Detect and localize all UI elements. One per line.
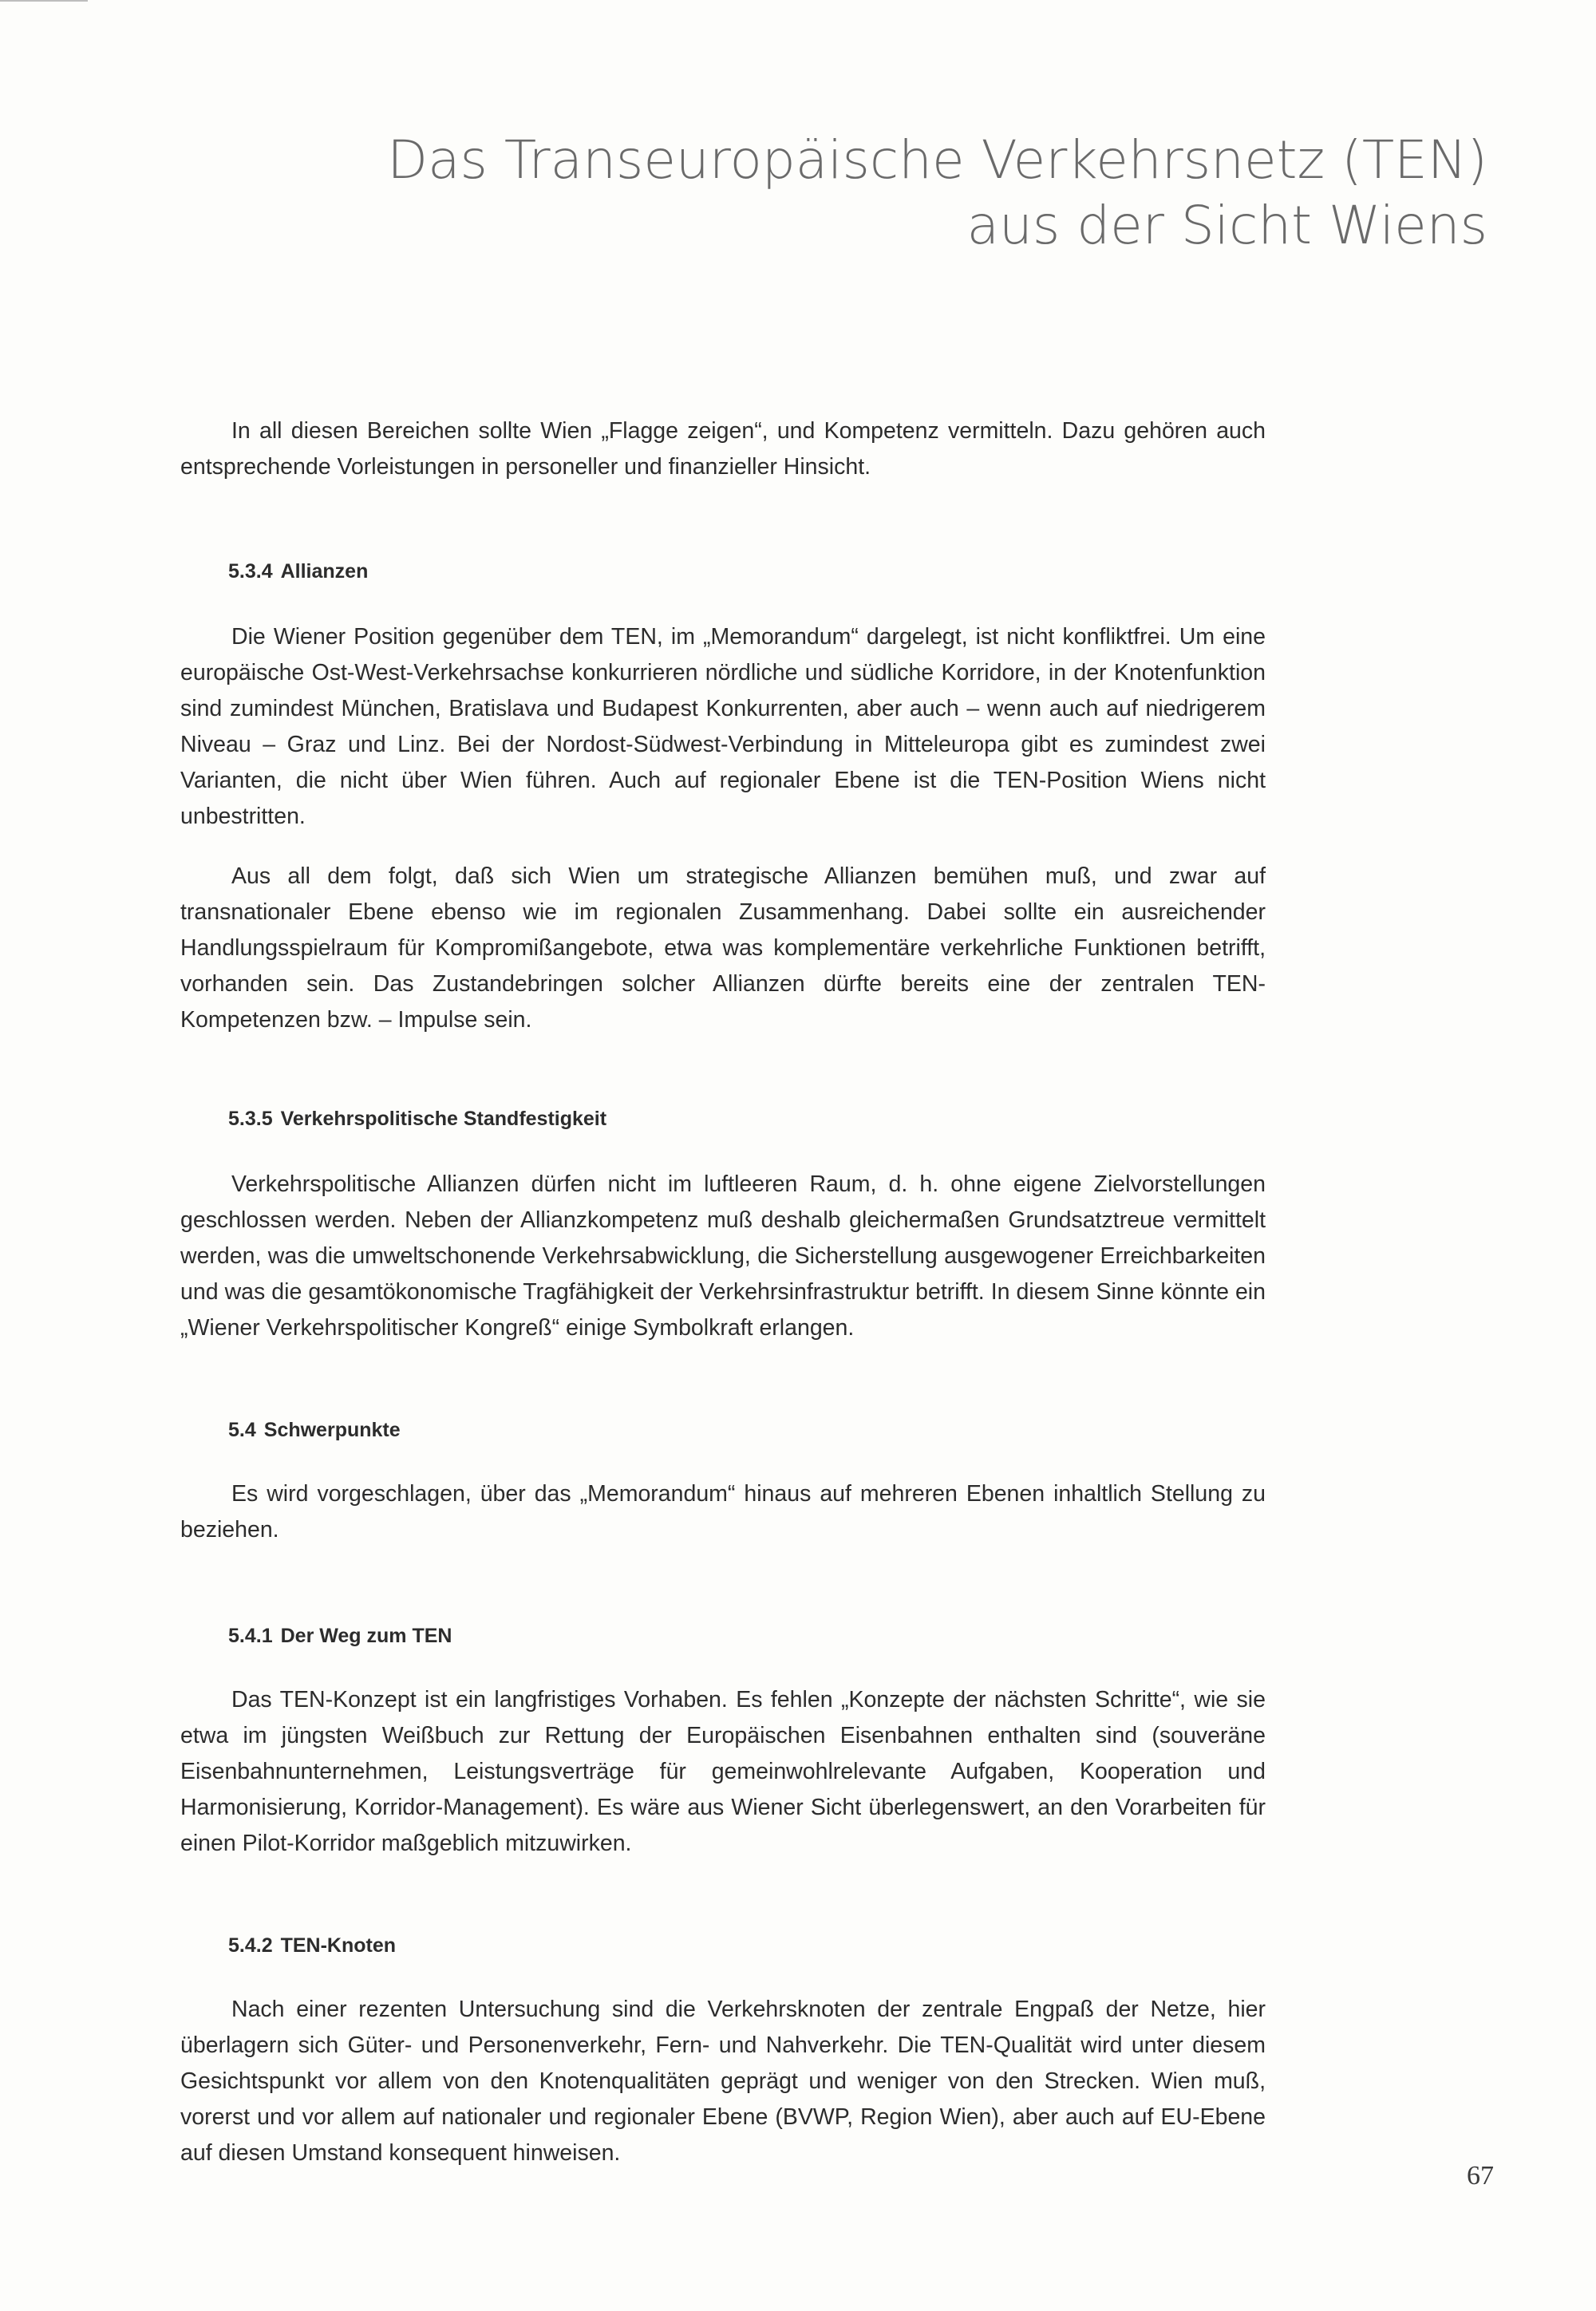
section-heading-5-3-4 — [228, 559, 368, 584]
page-number: 67 — [1467, 2161, 1494, 2191]
section-number: 5.4.2 — [228, 1934, 273, 1957]
section-number: 5.3.4 — [228, 560, 273, 583]
intro-paragraph: In all diesen Bereichen sollte Wien „Flagge zeigen“, und Kompetenz vermitteln. Dazu gehören auch entsprechende Vorleistungen in personeller und finanzieller Hinsicht. — [180, 418, 1266, 480]
allianzen-paragraph-2: Aus all dem folgt, daß sich Wien um strategische Allianzen bemühen muß, und zwar auf transnationaler Ebene ebenso wie im regionalen Zusammenhang. Dabei sollte ein ausreichender Handlungsspielraum für Kompromißangebote, etwa was komplementäre verkehrliche Funktionen betrifft, vorhanden sein. Das Zustandebringen solcher Allianzen dürfte bereits eine der zentralen TEN-Kompetenzen bzw. – Impulse sein. — [180, 863, 1266, 1033]
section-title: Schwerpunkte — [263, 1419, 401, 1441]
schwerpunkte-paragraph: Es wird vorgeschlagen, über das „Memorandum“ hinaus auf mehreren Ebenen inhaltlich Stellung zu beziehen. — [180, 1481, 1266, 1543]
section-number: 5.4 — [228, 1419, 256, 1441]
page-title-line-2: aus der Sicht Wiens — [966, 195, 1487, 256]
section-title: Der Weg zum TEN — [280, 1625, 452, 1647]
standfestigkeit-paragraph: Verkehrspolitische Allianzen dürfen nicht im luftleeren Raum, d. h. ohne eigene Zielvorstellungen geschlossen werden. Neben der Allianzkompetenz muß deshalb gleichermaßen Grundsatztreue vermittelt werden, was die umweltschonende Verkehrsabwicklung, die Sicherstellung ausgewogener Erreichbarkeiten und was die gesamtökonomische Tragfähigkeit der Verkehrsinfrastruktur betrifft. In diesem Sinne könnte ein „Wiener Verkehrspolitischer Kongreß“ einige Symbolkraft erlangen. — [180, 1171, 1266, 1341]
section-heading-5-4-2 — [228, 1933, 396, 1958]
allianzen-paragraph-1: Die Wiener Position gegenüber dem TEN, im „Memorandum“ dargelegt, ist nicht konfliktfrei. Um eine europäische Ost-West-Verkehrsachse konkurrieren nördliche und südliche Korridore, in der Knotenfunktion sind zumindest München, Bratislava und Budapest Konkurrenten, aber auch – wenn auch auf niedrigerem Niveau – Graz und Linz. Bei der Nordost-Südwest-Verbindung in Mitteleuropa gibt es zumindest zwei Varianten, die nicht über Wien führen. Auch auf regionaler Ebene ist die TEN-Position Wiens nicht unbestritten. — [180, 624, 1266, 829]
section-heading-5-3-5 — [228, 1106, 606, 1132]
section-heading-5-4-1 — [228, 1623, 452, 1649]
section-title: Verkehrspolitische Standfestigkeit — [280, 1108, 607, 1130]
page-title-line-1: Das Transeuropäische Verkehrsnetz (TEN) — [387, 129, 1487, 191]
weg-zum-ten-paragraph: Das TEN-Konzept ist ein langfristiges Vorhaben. Es fehlen „Konzepte der nächsten Schritte“, wie sie etwa im jüngsten Weißbuch zur Rettung der Europäischen Eisenbahnen enthalten sind (souveräne Eisenbahnunternehmen, Leistungsverträge für gemeinwohlrelevante Aufgaben, Kooperation und Harmonisierung, Korridor-Management). Es wäre aus Wiener Sicht überlegenswert, an den Vorarbeiten für einen Pilot-Korridor maßgeblich mitzuwirken. — [180, 1687, 1266, 1856]
section-number: 5.4.1 — [228, 1625, 273, 1647]
section-title: TEN-Knoten — [280, 1934, 397, 1957]
section-heading-5-4 — [228, 1417, 401, 1443]
scan-edge-line — [0, 0, 88, 2]
section-number: 5.3.5 — [228, 1108, 273, 1130]
ten-knoten-paragraph: Nach einer rezenten Untersuchung sind die Verkehrsknoten der zentrale Engpaß der Netze, hier überlagern sich Güter- und Personenverkehr, Fern- und Nahverkehr. Die TEN-Qualität wird unter diesem Gesichtspunkt vor allem von den Knotenqualitäten geprägt und weniger von den Strecken. Wien muß, vorerst und vor allem auf nationaler und regionaler Ebene (BVWP, Region Wien), aber auch auf EU-Ebene auf diesen Umstand konsequent hinweisen. — [180, 1997, 1266, 2166]
section-title: Allianzen — [280, 560, 369, 583]
page-title — [211, 128, 1487, 259]
